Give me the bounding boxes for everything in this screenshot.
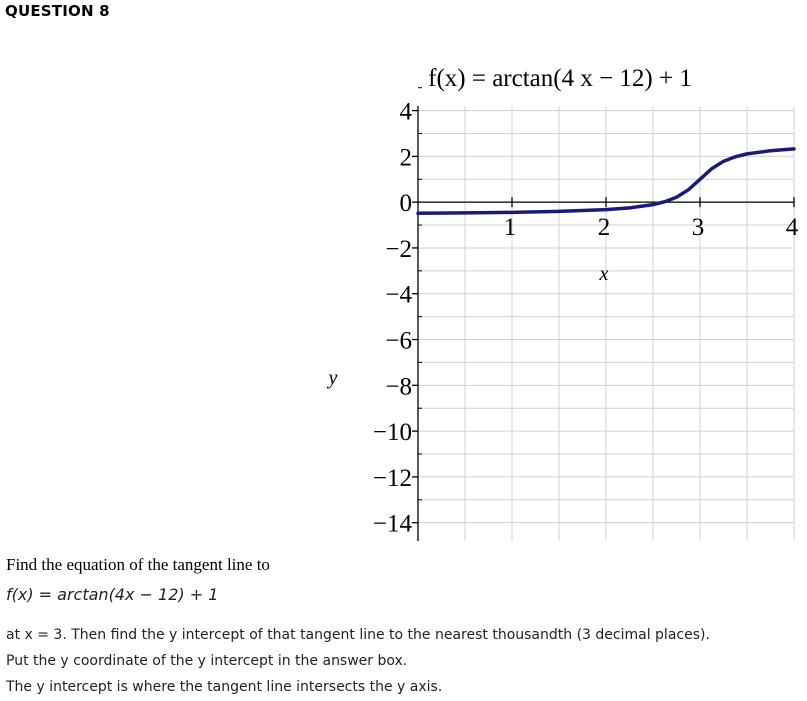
x-tick-labels <box>504 214 799 241</box>
y-tick-label: 4 <box>399 98 412 126</box>
y-axis-label: y <box>328 367 338 389</box>
x-tick-label: 4 <box>785 214 799 242</box>
chart-title: f(x) = arctan(4 x − 12) + 1 <box>428 65 692 92</box>
y-tick-label: 0 <box>399 190 412 218</box>
y-tick-labels <box>373 99 413 538</box>
instruction-line-1: at x = 3. Then find the y intercept of that tangent line to the nearest thousandth (3 decimal places). <box>6 627 710 643</box>
function-formula: f(x) = arctan(4x − 12) + 1 <box>6 585 219 604</box>
y-tick-label: −12 <box>372 464 412 492</box>
x-tick-label: 1 <box>503 214 517 242</box>
question-prompt: Find the equation of the tangent line to <box>6 555 270 574</box>
y-tick-label: −10 <box>372 419 412 447</box>
y-tick-label: 2 <box>399 144 412 172</box>
instruction-line-3: The y intercept is where the tangent line intersects the y axis. <box>6 679 443 695</box>
question-label: QUESTION 8 <box>5 2 110 20</box>
y-tick-label: −2 <box>385 235 412 263</box>
x-tick-label: 3 <box>691 214 705 242</box>
y-tick-label: −14 <box>372 510 412 538</box>
instruction-line-2: Put the y coordinate of the y intercept in the answer box. <box>6 653 408 669</box>
y-tick-label: −8 <box>385 373 412 401</box>
y-tick-label: −4 <box>385 281 412 309</box>
y-tick-label: −6 <box>385 327 412 355</box>
x-axis-label: x <box>599 263 609 285</box>
x-tick-label: 2 <box>597 214 611 242</box>
grid-lines <box>418 106 794 541</box>
